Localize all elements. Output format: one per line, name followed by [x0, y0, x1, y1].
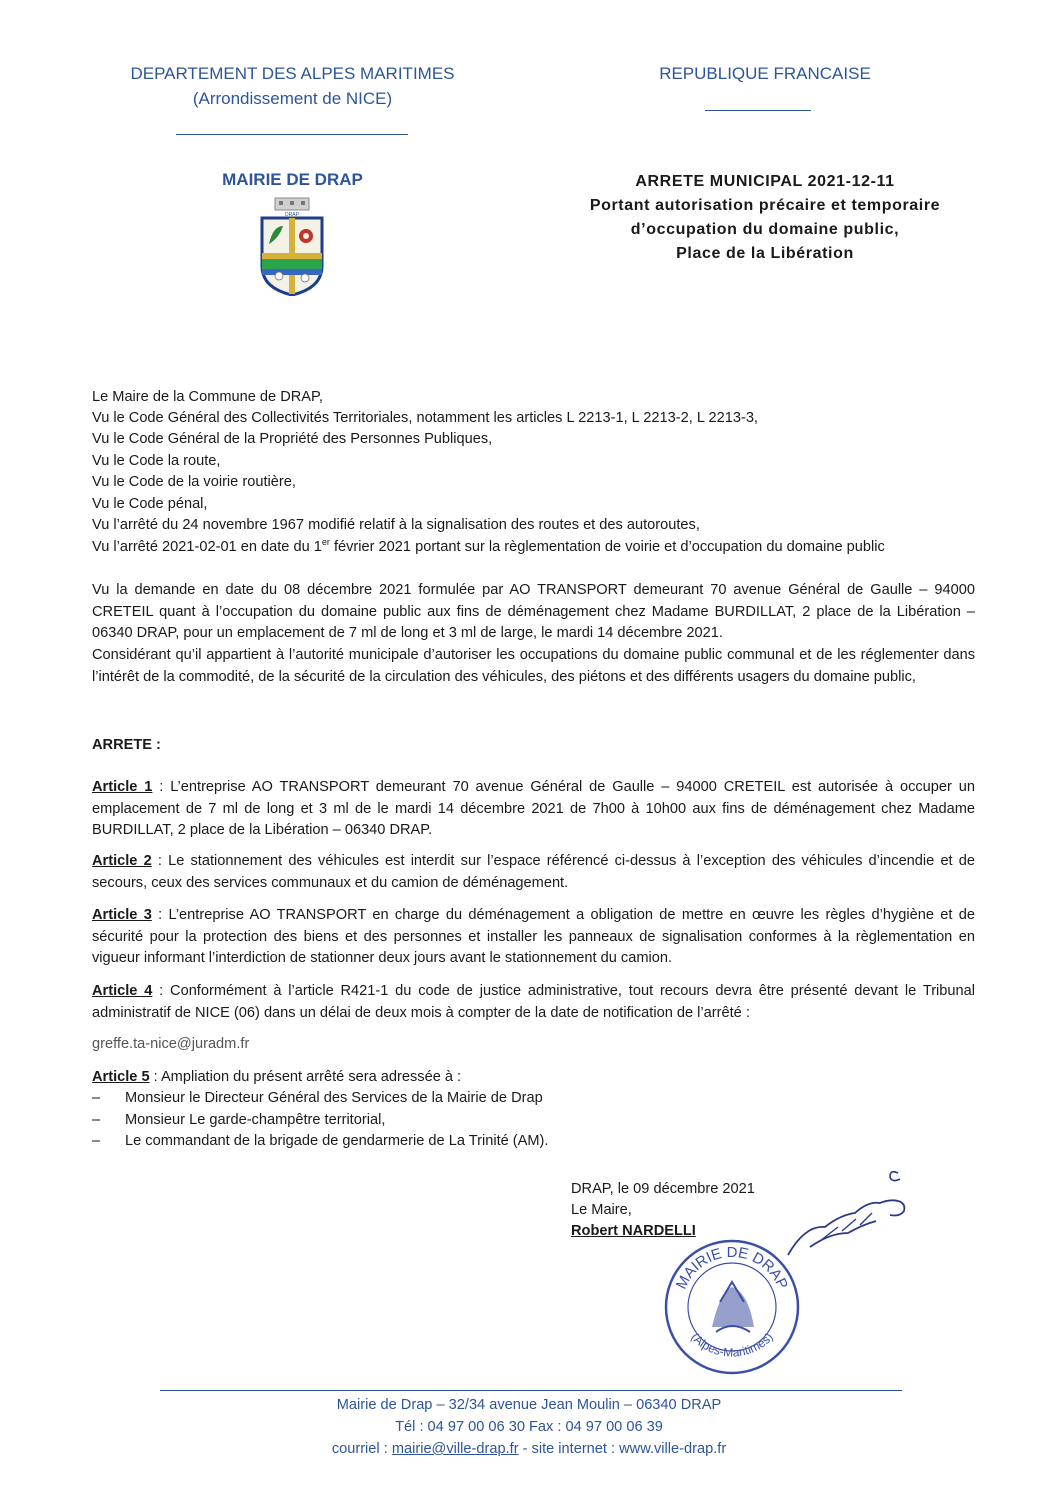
preamble-cgppp: Vu le Code Général de la Propriété des Personnes Publiques,	[92, 431, 493, 447]
arrete-label: ARRETE :	[92, 737, 161, 753]
article-5: Article 5 : Ampliation du présent arrêté sera adressée à :	[92, 1069, 462, 1085]
preamble-arrete-1967: Vu l’arrêté du 24 novembre 1967 modifié relatif à la signalisation des routes et des autoroutes,	[92, 517, 700, 533]
stamp-text-bottom: (Alpes-Maritimes)	[688, 1330, 776, 1360]
footer-contact: courriel : mairie@ville-drap.fr - site internet : www.ville-drap.fr	[331, 1441, 727, 1457]
list-item: – Monsieur Le garde-champêtre territorial,	[92, 1110, 548, 1132]
preamble-cgct: Vu le Code Général des Collectivités Territoriales, notamment les articles L 2213-1, L 2213-2, L 2213-3,	[92, 410, 758, 426]
article-2: Article 2 : Le stationnement des véhicules est interdit sur l’espace référencé ci-dessus à l’exception des véhicules d’incendie et de secours, ceux des services communaux et du camion de déménagement.	[92, 853, 976, 891]
signature-name: Robert NARDELLI	[571, 1223, 696, 1239]
footer-phone-fax: Tél : 04 97 00 06 30 Fax : 04 97 00 06 39	[395, 1419, 663, 1435]
preamble-demande: Vu la demande en date du 08 décembre 2021 formulée par AO TRANSPORT demeurant 70 avenue Général de Gaulle – 94000 CRETEIL quant à l’occupation du domaine public aux fins de déménagement chez Madame BURDILLAT, 2 place de la Libération – 06340 DRAP, pour un emplacement de 7 ml de long et 3 ml de large, le mardi 14 décembre 2021.	[92, 582, 975, 641]
signature-place-date: DRAP, le 09 décembre 2021	[571, 1181, 755, 1197]
republic-heading: REPUBLIQUE FRANCAISE	[659, 64, 871, 83]
preamble-code-penal: Vu le Code pénal,	[92, 496, 208, 512]
preamble-arrete-2021: Vu l’arrêté 2021-02-01 en date du 1er février 2021 portant sur la règlementation de voirie et d’occupation du domaine public	[92, 537, 885, 555]
preamble-code-voirie: Vu le Code de la voirie routière,	[92, 474, 296, 490]
preamble-maire: Le Maire de la Commune de DRAP,	[92, 389, 323, 405]
arrete-subtitle-2: d’occupation du domaine public,	[630, 221, 900, 238]
recipients-list	[92, 1088, 548, 1153]
arrete-title-block	[535, 170, 995, 266]
preamble-code-route: Vu le Code la route,	[92, 453, 221, 469]
footer-address: Mairie de Drap – 32/34 avenue Jean Moulin – 06340 DRAP	[336, 1397, 722, 1413]
crest-label: DRAP	[285, 212, 299, 218]
header-rule-left	[176, 134, 408, 135]
arrete-number: ARRETE MUNICIPAL 2021-12-11	[635, 173, 895, 190]
mairie-name: MAIRIE DE DRAP	[222, 170, 363, 189]
arrete-subtitle-3: Place de la Libération	[676, 245, 854, 262]
coat-of-arms-logo	[259, 196, 325, 296]
handwritten-signature	[780, 1155, 920, 1265]
list-item: – Le commandant de la brigade de gendarmerie de La Trinité (AM).	[92, 1131, 548, 1153]
arrete-subtitle-1: Portant autorisation précaire et temporaire	[589, 197, 941, 214]
article-1: Article 1 : L’entreprise AO TRANSPORT demeurant 70 avenue Général de Gaulle – 94000 CRETEIL est autorisée à occuper un emplacement de 7 ml de long et 3 ml de le mardi 14 décembre 2021 de 7h00 à 10h00 aux fins de déménagement chez Madame BURDILLAT, 2 place de la Libération – 06340 DRAP.	[92, 779, 975, 838]
tribunal-email[interactable]: greffe.ta-nice@juradm.fr	[92, 1036, 250, 1052]
arrondissement: (Arrondissement de NICE)	[192, 89, 393, 108]
article-4: Article 4 : Conformément à l’article R421-1 du code de justice administrative, tout recours devra être présenté devant le Tribunal administratif de NICE (06) dans un délai de deux mois à compter de la date de notification de l’arrêté :	[92, 983, 976, 1021]
article-3: Article 3 : L’entreprise AO TRANSPORT en charge du déménagement a obligation de mettre en œuvre les règles d’hygiène et de sécurité pour la protection des biens et des personnes et installer les panneaux de signalisation conformes à la règlementation en vigueur informant l’interdiction de stationner deux jours avant le stationnement du camion.	[92, 907, 975, 966]
header-rule-right	[705, 110, 811, 111]
footer-email-link[interactable]: mairie@ville-drap.fr	[391, 1441, 519, 1457]
list-item: – Monsieur le Directeur Général des Services de la Mairie de Drap	[92, 1088, 548, 1110]
footer-rule	[160, 1390, 902, 1391]
department-name: DEPARTEMENT DES ALPES MARITIMES	[130, 64, 455, 83]
stamp-text-top: MAIRIE DE DRAP	[672, 1243, 792, 1292]
signature-title: Le Maire,	[571, 1202, 632, 1218]
preamble-considerant: Considérant qu’il appartient à l’autorité municipale d’autoriser les occupations du domaine public communal et de les réglementer dans l’intérêt de la commodité, de la sécurité de la circulation des véhicules, des piétons et des différents usagers du domaine public,	[92, 647, 975, 685]
